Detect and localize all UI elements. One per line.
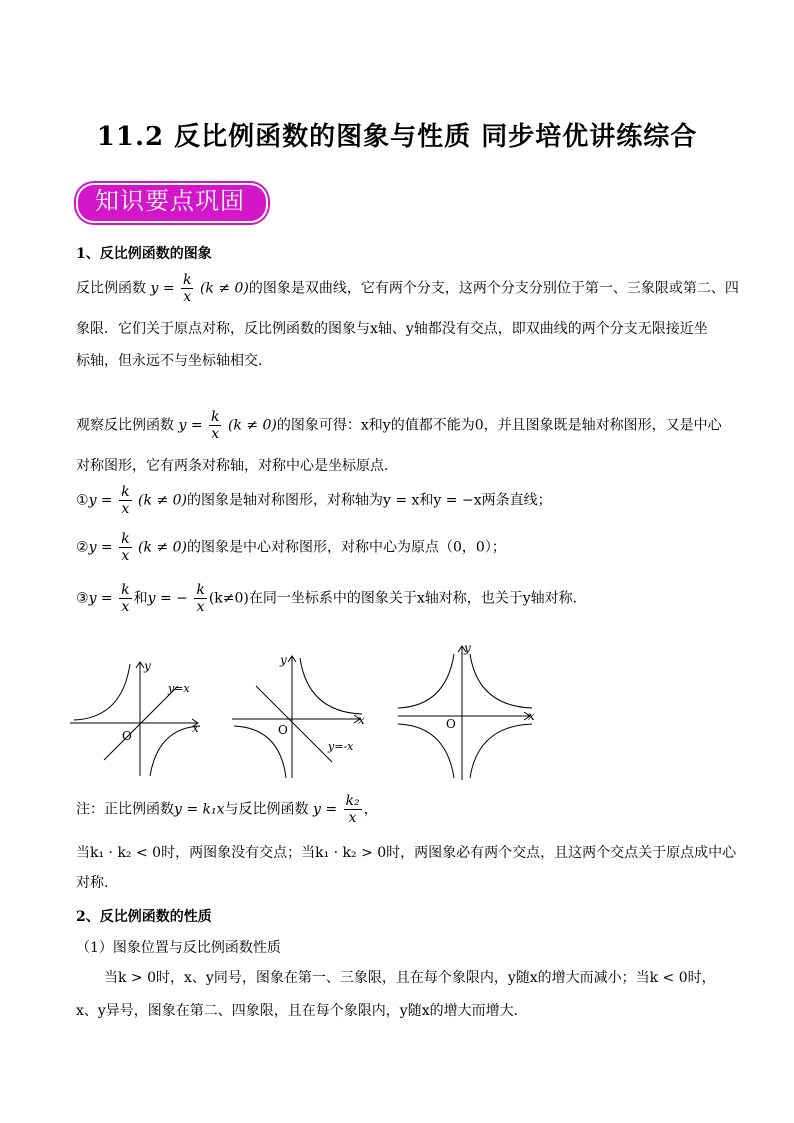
para2-line2: 对称图形，它有两条对称轴，对称中心是坐标原点． (76, 458, 398, 474)
item3: ③y = $\frac{k}{x}$ 和y = − $\frac{k}{x}$ (k≠0)在同一坐标系中的图象关于x轴对称，也关于y轴对称． (76, 582, 587, 615)
svg-text:O: O (446, 717, 456, 731)
note-line3: 对称. (76, 875, 109, 891)
para1-line1: 反比例函数 y = $\frac{k}{x}$ (k ≠ 0)的图象是双曲线，它有两个分支，这两个分支分别位于第一、三象限或第二、四 (76, 272, 739, 305)
section2-sub1: （1）图象位置与反比例函数性质 (76, 940, 281, 956)
section-badge-label: 知识要点巩固 (95, 187, 245, 215)
section2-heading: 2、反比例函数的性质 (76, 909, 212, 925)
svg-text:y=x: y=x (168, 682, 190, 695)
item2: ②y = $\frac{k}{x}$ (k ≠ 0)的图象是中心对称图形，对称中心为原点（0，0）； (76, 531, 506, 564)
section1-heading: 1、反比例函数的图象 (76, 246, 212, 262)
svg-text:y: y (144, 659, 151, 673)
svg-text:x: x (358, 713, 365, 727)
svg-text:x: x (528, 709, 535, 723)
para2-line1: 观察反比例函数 y = $\frac{k}{x}$ (k ≠ 0)的图象可得：x和y的值都不能为0，并且图象既是轴对称图形，又是中心 (76, 409, 722, 442)
note-line1: 注：正比例函数y = k₁x与反比例函数 y = $\frac{\text{k₂}}{x}$ ， (76, 793, 378, 826)
page-title: 11.2 反比例函数的图象与性质 同步培优讲练综合 (96, 122, 698, 152)
fraction-k-over-x: $\frac{k}{x}$ (183, 272, 192, 305)
para1-line3: 标轴，但永远不与坐标轴相交． (76, 353, 272, 369)
graph-y-equals-x (66, 656, 206, 780)
svg-text:x: x (192, 721, 199, 735)
note-line2: 当k₁ · k₂ < 0时，两图象没有交点；当k₁ · k₂ > 0时，两图象必有两个交点，且这两个交点关于原点成中心 (76, 845, 737, 861)
svg-text:y: y (464, 641, 471, 655)
svg-text:y=-x: y=-x (328, 740, 354, 753)
item1: ①y = $\frac{k}{x}$ (k ≠ 0)的图象是轴对称图形，对称轴为y = x和y = −x两条直线； (76, 484, 552, 517)
graph-symmetric-hyperbolas (394, 640, 544, 784)
graph-y-equals-neg-x (228, 650, 374, 782)
para1-line2: 象限．它们关于原点对称，反比例函数的图象与x轴、y轴都没有交点，即双曲线的两个分支无限接近坐 (76, 321, 708, 337)
svg-text:y: y (280, 653, 287, 667)
svg-text:O: O (122, 729, 132, 743)
svg-text:O: O (278, 723, 288, 737)
section2-line2: x、y异号，图象在第二、四象限，且在每个象限内，y随x的增大而增大. (76, 1003, 519, 1019)
section2-line1: 当k > 0时，x、y同号，图象在第一、三象限，且在每个象限内，y随x的增大而减小；当k < 0时， (104, 970, 716, 986)
